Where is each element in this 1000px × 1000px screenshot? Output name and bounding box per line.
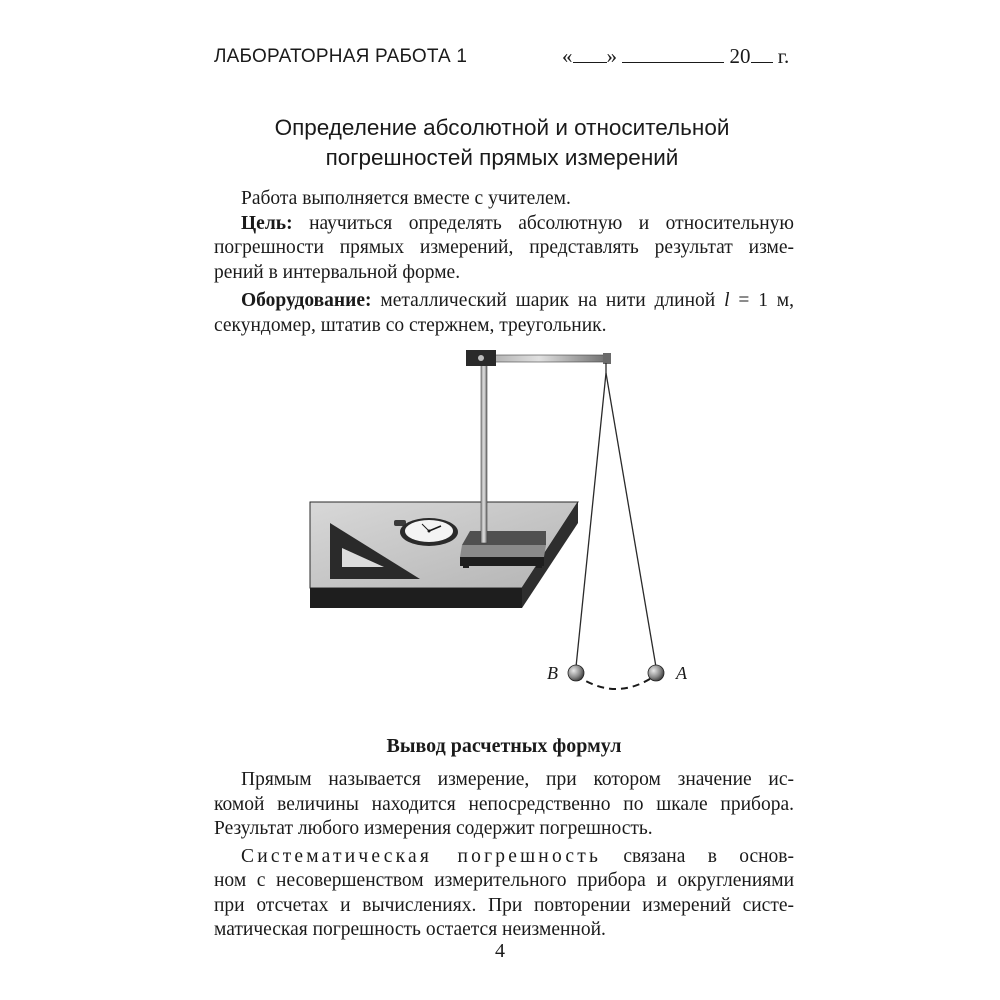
- goal-line-3: рений в интервальной форме.: [214, 261, 461, 283]
- p2-line-2: ном с несовершенством измерительного прибора и округлениями: [214, 870, 794, 891]
- goal-line-1: [214, 212, 794, 237]
- equipment-value: = 1 м,: [738, 290, 795, 311]
- swing-arc: [576, 675, 656, 689]
- equipment-line-2: секундомер, штатив со стержнем, треугольник.: [214, 314, 607, 336]
- p2-line-3: при отсчетах и вычислениях. При повторении измерений систе-: [214, 894, 794, 916]
- year-blank: [751, 46, 773, 63]
- lab-header: ЛАБОРАТОРНАЯ РАБОТА 1: [214, 46, 468, 67]
- systematic-error-term: Систематическая погрешность: [241, 845, 602, 867]
- ball-b: [568, 665, 584, 681]
- p1-line-1: Прямым называется измерение, при котором значение ис-: [241, 769, 794, 790]
- month-blank: [622, 46, 724, 63]
- goal-line-2: погрешности прямых измерений, представлять результат изме-: [214, 237, 794, 258]
- length-symbol: l: [724, 290, 730, 311]
- pendulum-threads: [576, 363, 656, 667]
- pendulum-illustration: [300, 345, 720, 705]
- p2-line-4: матическая погрешность остается неизменной.: [214, 919, 606, 940]
- section-heading: Вывод расчетных формул: [386, 735, 622, 757]
- horizontal-rod: [466, 350, 611, 366]
- day-blank: [573, 46, 607, 63]
- page-number: 4: [495, 940, 505, 962]
- stand-base: [460, 531, 546, 568]
- date-open-quote: «: [562, 44, 573, 68]
- intro-note: Работа выполняется вместе с учителем.: [241, 188, 571, 209]
- page-title: [214, 113, 790, 173]
- goal-label: Цель:: [241, 212, 293, 234]
- p1-line-3: Результат любого измерения содержит погрешность.: [214, 818, 653, 839]
- section-body: [214, 768, 794, 943]
- date-close-quote: »: [606, 44, 617, 68]
- date-suffix: г.: [777, 44, 790, 68]
- stand-rod: [481, 357, 487, 543]
- pendulum-figure: [300, 345, 720, 705]
- label-a: A: [676, 663, 687, 683]
- p1-line-2: комой величины находится непосредственно по шкале прибора.: [214, 793, 794, 815]
- title-line-2: погрешностей прямых измерений: [325, 145, 679, 170]
- goal-text-1: научиться определять абсолютную и относительную: [309, 212, 795, 234]
- equipment-label: Оборудование:: [241, 290, 372, 311]
- p2-line-1: [214, 845, 794, 870]
- date-year: 20: [729, 44, 751, 68]
- equipment-line-1: [214, 289, 794, 314]
- label-b: B: [547, 663, 558, 683]
- intro-block: [214, 187, 794, 338]
- ball-a: [648, 665, 664, 681]
- p2-line-1-text: связана в основ-: [623, 845, 794, 867]
- equipment-text-1: металлический шарик на нити длиной: [380, 290, 716, 311]
- date-line: [562, 44, 789, 69]
- title-line-1: Определение абсолютной и относительной: [274, 115, 730, 140]
